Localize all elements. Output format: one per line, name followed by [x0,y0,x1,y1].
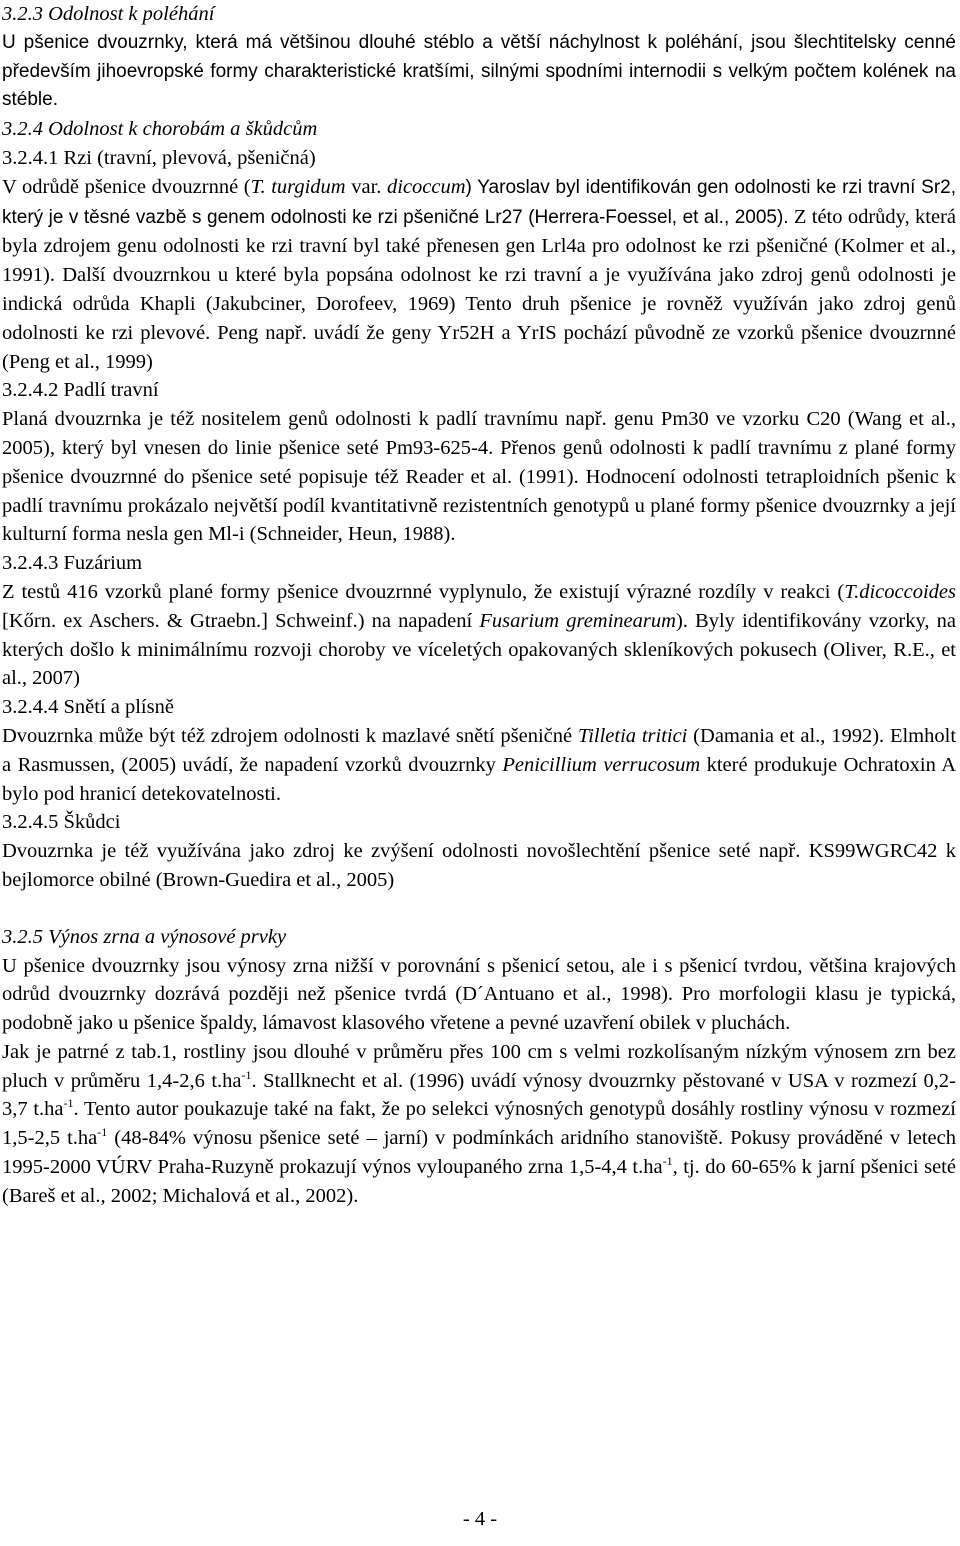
mildew-text-2: Přenos genů odolnosti k padlí travnímu z plané formy pšenice dvouzrnné do pšenice seté popisuje též Reader et al. (1991). [2,436,956,488]
rust-var: var. [345,175,387,198]
smut-text-4: které produkuje Ochratoxin A bylo pod hranicí detekovatelnosti. [2,753,956,805]
fusarium-fungus: Fusarium greminearum [479,609,676,632]
subsection-heading-smut: 3.2.4.4 Snětí a plísně [2,696,174,719]
fusarium-authority: [Kőrn. ex Aschers. & Gtraebn.] Schweinf.) na napadení [2,609,480,632]
smut-species: Tilletia tritici [577,724,688,747]
yield-text-3a: Jak je patrné z tab.1, rostliny jsou dlouhé v průměru přes 100 cm s velmi rozkolísaným nízkým výnosem zrn bez pluch v průměru 1,4-2,6 t.ha [2,1040,956,1092]
fusarium-text-1: Z testů 416 vzorků plané formy pšenice dvouzrnné vyplynulo, že existují výrazné rozdíly v reakci ( [2,580,845,603]
subsection-heading-mildew: 3.2.4.2 Padlí travní [2,379,159,402]
yield-text-3d: (48-84% výnosu pšenice seté – jarní) v podmínkách aridního stanoviště. Pokusy prováděné v letech 1995-2000 VÚRV Praha-Ruzyně prokazují výnos vyloupaného zrna 1,5-4,4 t.ha [2,1127,957,1179]
rust-text-3: Z této odrůdy, která byla zdrojem genu odolnosti ke rzi travní byl také přenesen gen Lrl4a pro odolnost ke rzi pšeničné (Kolmer et al., 1991). [2,205,956,287]
yield-superscript: -1 [241,1067,252,1082]
yield-text-2: Pro morfologii klasu je typická, podobně jako u pšenice špaldy, lámavost klasového vřetene a pevné uzavření obilek v pluchách. [2,983,956,1035]
rust-text-1: V odrůdě pšenice dvouzrnné ( [2,175,251,198]
page-number: - 4 - [462,1508,498,1530]
section-heading-yield: 3.2.5 Výnos zrna a výnosové prvky [2,925,287,948]
rust-species: T. turgidum [250,175,346,198]
section-heading-disease: 3.2.4 Odolnost k chorobám a škůdcům [2,118,318,141]
yield-text-3e: , tj. do 60-65% k jarní pšenici seté (Bareš et al., 2002; Michalová et al., 2002). [2,1156,956,1207]
smut-penicillium: Penicillium verrucosum [502,753,701,776]
yield-text-3c: . Tento autor poukazuje také na fakt, že po selekci výnosných genotypů dosáhly rostliny výnosu v rozmezí 1,5-2,5 t.ha [2,1098,957,1150]
paragraph-lodging: U pšenice dvouzrnky, která má většinou dlouhé stéblo a větší náchylnost k poléhání, jsou šlechtitelsky cenné především jihoevropské formy charakteristické kratšími, silnými spodními internodii s velkým počtem kolének na stéble. [2,31,956,111]
subsection-heading-fusarium: 3.2.4.3 Fuzárium [2,552,143,575]
rust-text-4: Další dvouzrnkou u které byla popsána odolnost ke rzi travní a je využívána jako zdroj genů odolnosti je indická odrůda Khapli (Jakubciner, Dorofeev, 1969) Tento druh pšenice je rovněž využíván jako zdroj genů odolnosti ke rzi plevové. [2,264,956,344]
paragraph-smut [2,722,956,808]
yield-superscript: -1 [662,1154,673,1169]
yield-superscript: -1 [97,1125,108,1140]
paragraph-yield-2 [2,1038,956,1211]
smut-text-1: Dvouzrnka může být též zdrojem odolnosti k mazlavé snětí pšeničné [2,724,578,747]
rust-text-2: ) Yaroslav byl identifikován gen odolnosti ke rzi travní Sr2, který je v těsné vazbě s genem odolnosti ke rzi pšeničné Lr27 (Herrera-Foessel, et al., 2005). [2,176,956,228]
subsection-heading-rust: 3.2.4.1 Rzi (travní, plevová, pšeničná) [2,146,316,169]
subsection-heading-pests: 3.2.4.5 Škůdci [2,811,121,834]
smut-text-3: Elmholt a Rasmussen, (2005) uvádí, že napadení vzorků dvouzrnky [2,724,957,776]
yield-text-1: U pšenice dvouzrnky jsou výnosy zrna nižší v porovnání s pšenicí setou, ale i s pšenicí tvrdou, většina krajových odrůd dvouzrnky dozrává později než pšenice tvrdá (D´Antuano et al., 1998). [2,954,956,1006]
paragraph-yield-1 [2,952,956,1038]
mildew-text-3: Hodnocení odolnosti tetraploidních pšenic k padlí travnímu prokázalo největší podíl kvantitativně rezistentních genotypů u plané formy pšenice dvouzrnky a její kulturní forma nesla gen Ml-i (Schneider, Heun, 1988). [2,465,956,546]
section-heading-lodging: 3.2.3 Odolnost k poléhání [2,3,215,25]
fusarium-species: T.dicoccoides [844,580,956,603]
rust-dicoccum: dicoccum [387,175,466,198]
yield-superscript: -1 [63,1096,74,1111]
yield-text-3b: . Stallknecht et al. (1996) uvádí výnosy dvouzrnky pěstované v USA v rozmezí 0,2-3,7 t.ha [2,1069,956,1121]
section-spacer [2,895,956,923]
paragraph-mildew [2,405,956,549]
mildew-text-1: Planá dvouzrnka je též nositelem genů odolnosti k padlí travnímu např. genu Pm30 ve vzorku C20 (Wang et al., 2005), který byl vnesen do linie pšenice seté Pm93-625-4. [2,408,956,459]
paragraph-rust [2,173,956,377]
smut-text-2: (Damania et al., 1992). [687,724,885,747]
rust-text-5: Peng např. uvádí že geny Yr52H a YrIS pochází původně ze vzorků pšenice dvouzrnné (Peng et al., 1999) [2,321,956,373]
fusarium-text-2: ). Byly identifikovány vzorky, na kterých došlo k minimálnímu rozvoji choroby ve víceletých opakovaných skleníkových pokusech (Oliver, R.E., et al., 2007) [2,609,956,690]
paragraph-fusarium [2,578,956,693]
paragraph-pests: Dvouzrnka je též využívána jako zdroj ke zvýšení odolnosti novošlechtění pšenice seté např. KS99WGRC42 k bejlomorce obilné (Brown-Guedira et al., 2005) [2,840,956,891]
